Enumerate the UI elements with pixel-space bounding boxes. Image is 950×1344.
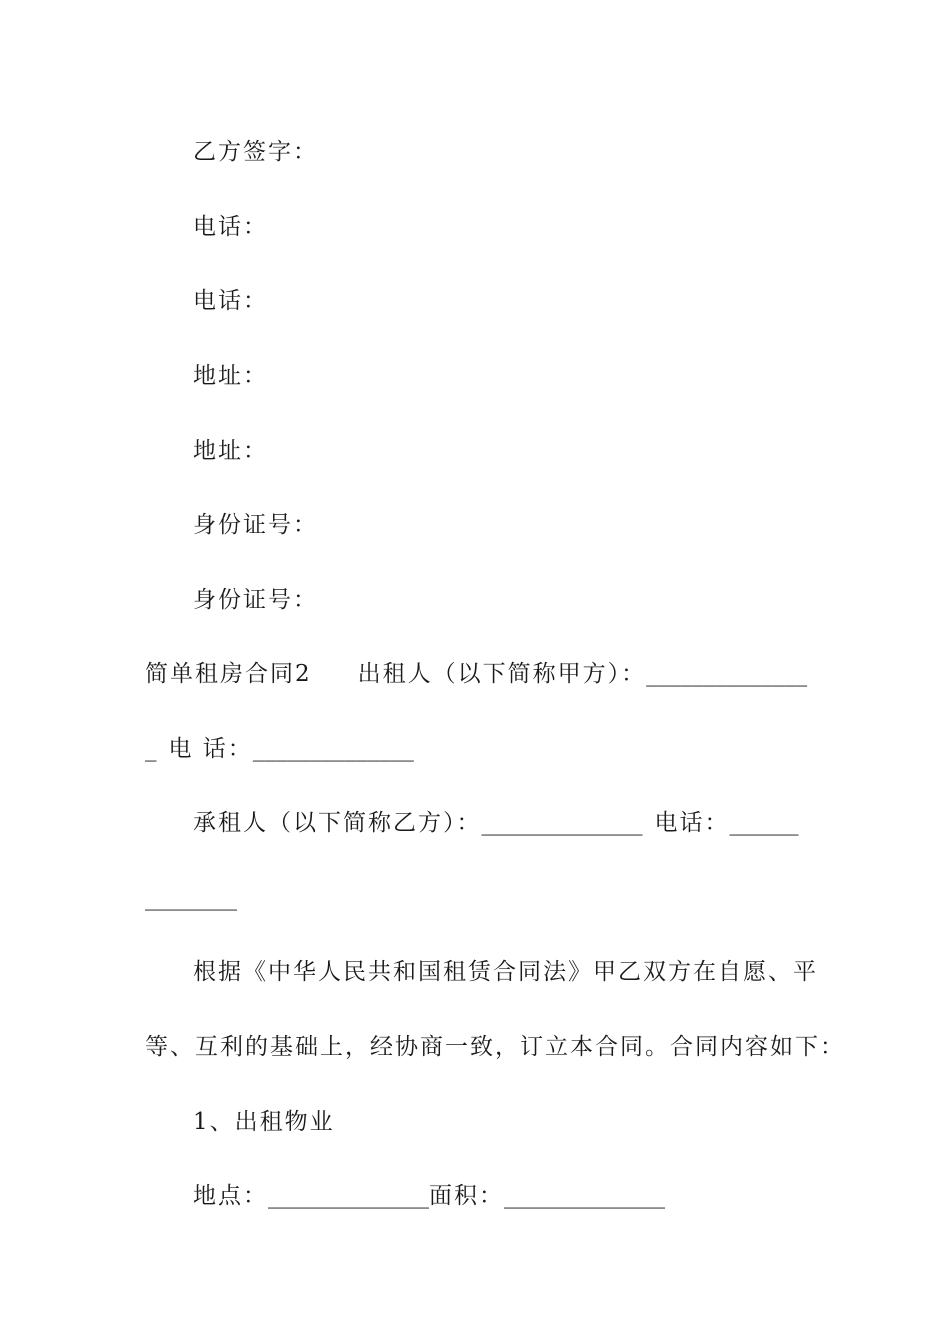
id-number-label-1: 身份证号： (193, 512, 318, 538)
location-label: 地点： (193, 1183, 268, 1209)
preamble-line-1: 根据《中华人民共和国租赁合同法》甲乙双方在自愿、平 (193, 959, 818, 985)
lessor-blank-continued: _ (145, 736, 157, 762)
lessor-phone-line (145, 734, 807, 764)
phone-label-1: 电话： (193, 214, 268, 240)
id-number-label-2: 身份证号： (193, 587, 318, 613)
location-blank: ______________ (268, 1183, 429, 1209)
lessor-blank: ______________ (646, 661, 808, 687)
lessee-blank: ______________ (481, 810, 643, 836)
lessee-phone-label: 电话： (654, 810, 730, 836)
section-1-heading: 1、出租物业 (193, 1109, 335, 1135)
lessor-label: 出租人（以下简称甲方）： (357, 661, 647, 687)
address-label-1: 地址： (193, 363, 268, 389)
lessee-label: 承租人（以下简称乙方）： (193, 810, 482, 836)
party-b-signature-label: 乙方签字： (193, 139, 318, 165)
lessee-phone-blank-continued: ________ (145, 885, 237, 911)
lessee-phone-blank: ______ (729, 810, 799, 836)
contract-title: 简单租房合同2 (145, 661, 312, 687)
phone-label-2: 电话： (193, 288, 268, 314)
preamble-line-2: 等、互利的基础上，经协商一致，订立本合同。合同内容如下： (145, 1034, 845, 1060)
area-label: 面积： (429, 1183, 504, 1209)
area-blank: ______________ (504, 1183, 665, 1209)
address-label-2: 地址： (193, 438, 268, 464)
location-area-line (193, 1181, 807, 1211)
contract-heading-line (145, 659, 807, 689)
lessor-phone-blank: ______________ (252, 736, 414, 762)
lessor-phone-label: 电 话： (168, 736, 253, 762)
lessee-line (193, 808, 807, 838)
